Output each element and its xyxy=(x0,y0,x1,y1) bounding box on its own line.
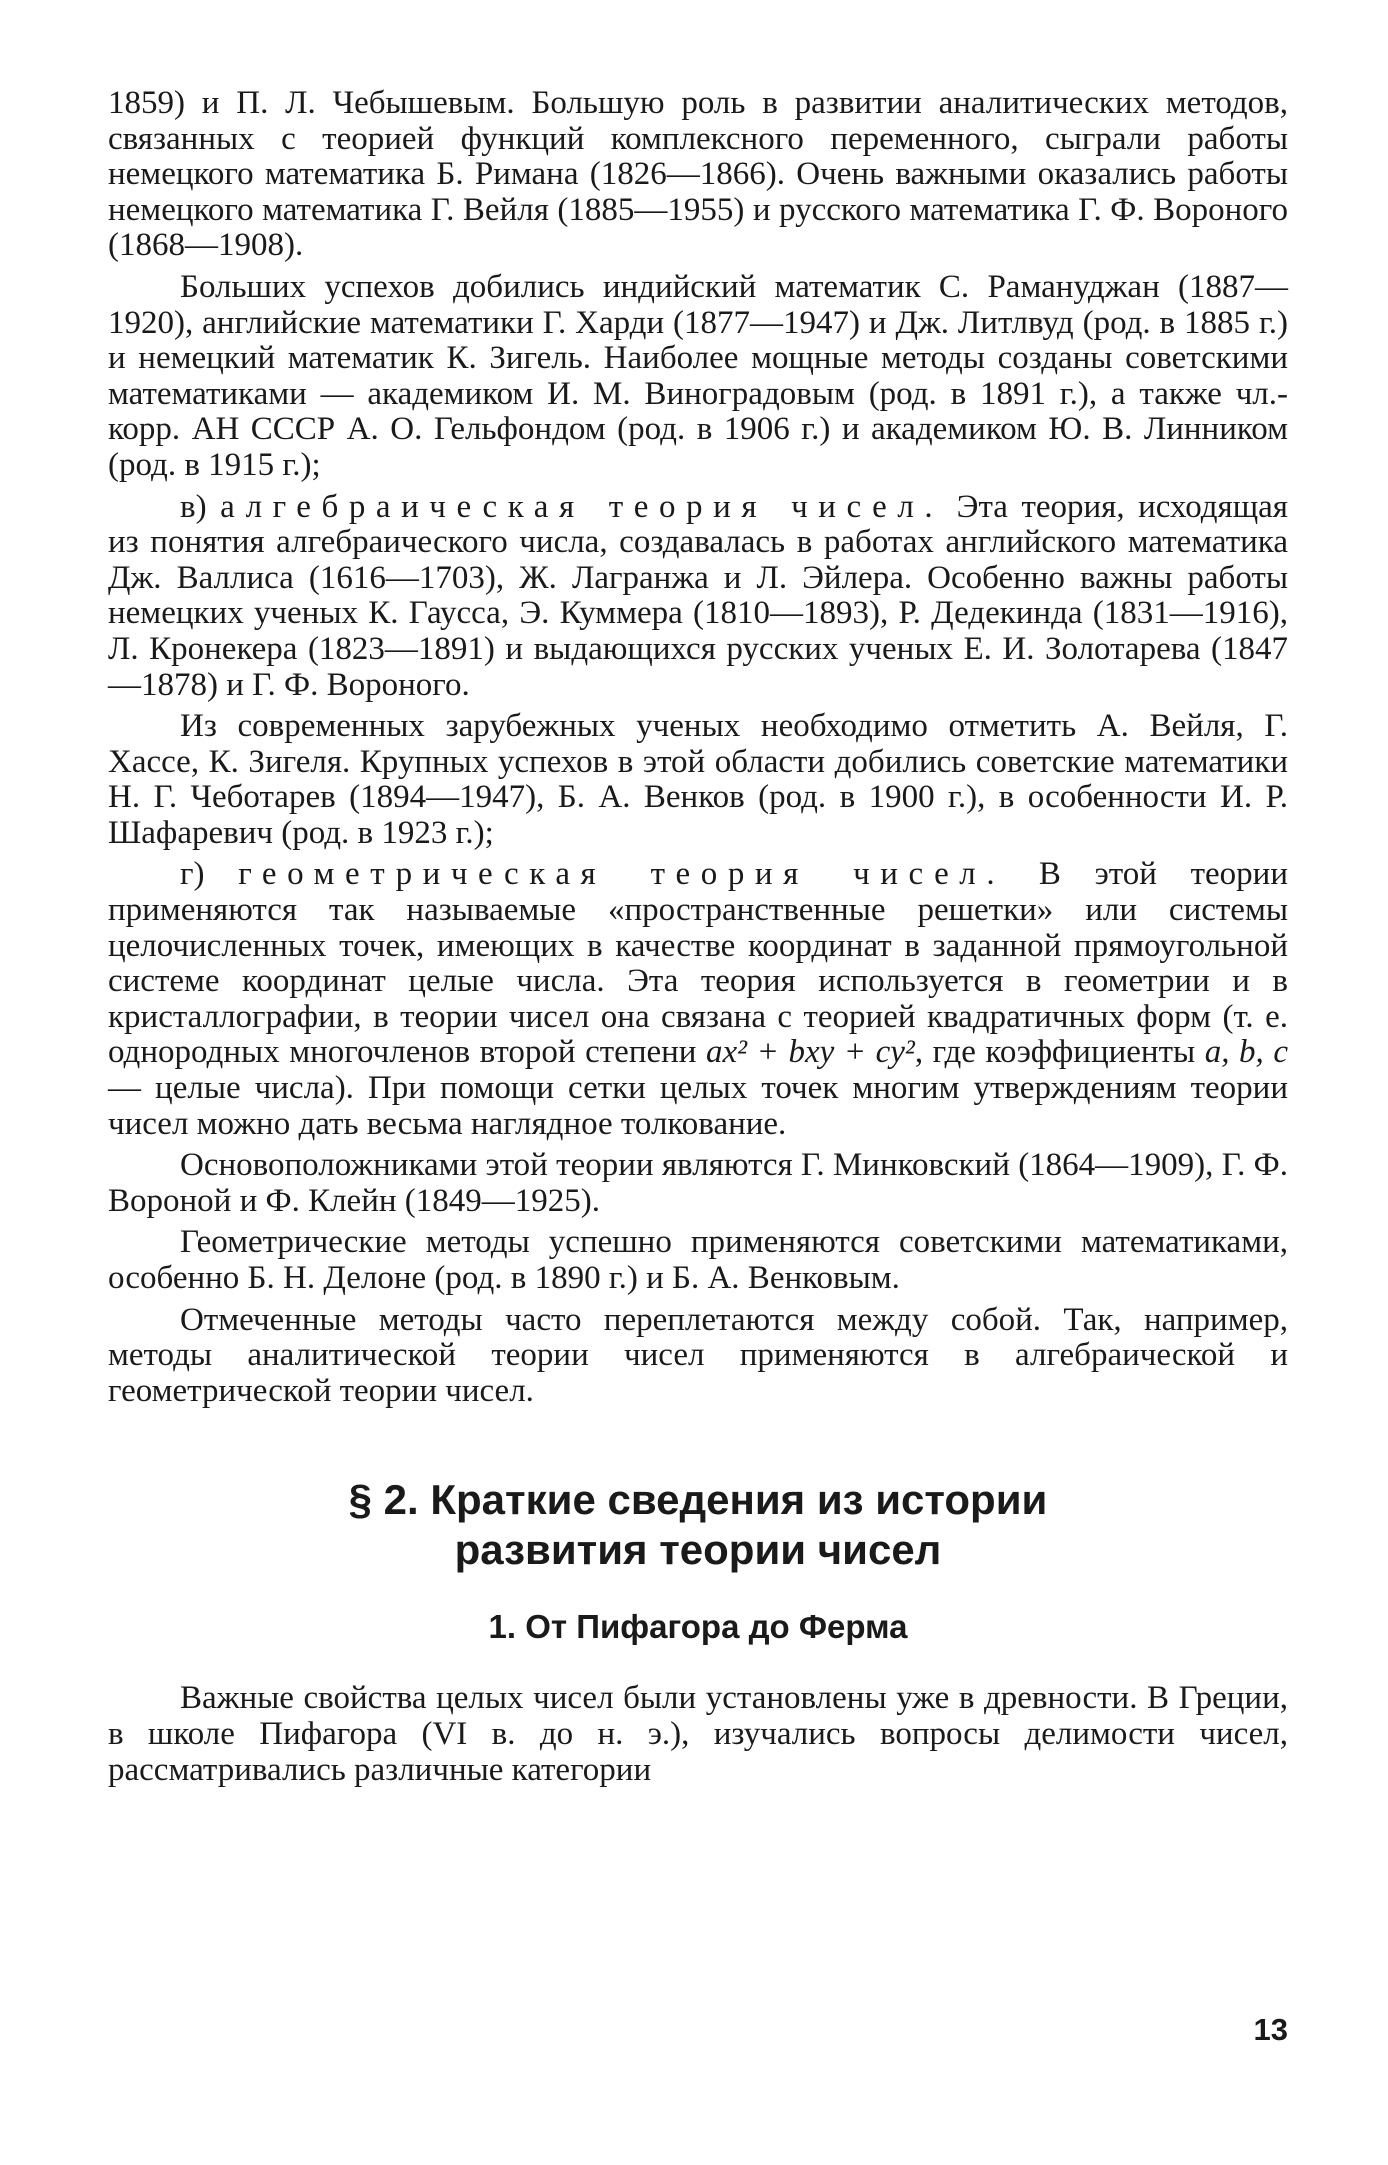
paragraph-geometric-text-3: — целые числа). При помощи сетки целых точек многим утверждениям теории чисел можно дать весьма наглядное толкование. xyxy=(108,1070,1288,1142)
paragraph-methods-intertwine: Отмеченные методы часто переплетаются между собой. Так, например, методы аналитической теории чисел применяются в алгебраической и геометрической теории чисел. xyxy=(108,1301,1288,1409)
paragraph-geometric-text: В этой теории применяются так называемые «пространственные решетки» или системы целочисленных точек, имеющих в качестве координат в заданной прямоугольной системе координат целые числа. Эта теория используется в геометрии и в кристаллографии, в теории чисел она связана с теорией квадратичных форм (т. е. однородных многочленов второй степени xyxy=(108,856,1288,1071)
paragraph-geometric-theory xyxy=(108,857,1288,1142)
paragraph-soviet-methods: Геометрические методы успешно применяются советскими математиками, особенно Б. Н. Делоне (род. в 1890 г.) и Б. А. Венковым. xyxy=(108,1224,1288,1296)
paragraph-algebraic-text: Эта теория, исходящая из понятия алгебраического числа, создавалась в работах английского математика Дж. Валлиса (1616—1703), Ж. Лагранжа и Л. Эйлера. Особенно важны работы немецких ученых К. Гаусса, Э. Куммера (1810—1893), Р. Дедекинда (1831—1916), Л. Кронекера (1823—1891) и выдающихся русских ученых Е. И. Золотарева (1847—1878) и Г. Ф. Вороного. xyxy=(108,488,1288,703)
paragraph-algebraic-theory xyxy=(108,490,1288,704)
term-algebraic-number-theory: алгебраическая теория чисел. xyxy=(220,488,944,525)
paragraph-ramanujan-hardy: Больших успехов добились индийский математик С. Рамануджан (1887—1920), английские математики Г. Харди (1877—1947) и Дж. Литлвуд (род. в 1885 г.) и немецкий математик К. Зигель. Наиболее мощные методы созданы советскими математиками — академиком И. М. Виноградовым (род. в 1891 г.), а также чл.-корр. АН СССР А. О. Гельфондом (род. в 1906 г.) и академиком Ю. В. Линником (род. в 1915 г.); xyxy=(108,268,1288,483)
section-heading xyxy=(108,1475,1288,1575)
paragraph-geometric-text-2: , где коэффициенты xyxy=(914,1034,1205,1071)
section-heading-line-1: § 2. Краткие сведения из истории xyxy=(348,1476,1048,1524)
paragraph-pythagoras: Важные свойства целых чисел были установлены уже в древности. В Греции, в школе Пифагора (VI в. до н. э.), изучались вопросы делимости чисел, рассматривались различные категории xyxy=(108,1680,1288,1788)
list-marker-g: г) xyxy=(180,856,239,893)
page-body xyxy=(108,86,1288,1788)
quadratic-form-formula: ax² + bxy + cy² xyxy=(706,1034,915,1071)
page-number: 13 xyxy=(1253,2012,1288,2047)
term-geometric-number-theory: геометрическая теория чисел. xyxy=(238,856,1006,893)
paragraph-analytic-continuation: 1859) и П. Л. Чебышевым. Большую роль в развитии аналитических методов, связанных с теорией функций комплексного переменного, сыграли работы немецкого математика Б. Римана (1826—1866). Очень важными оказались работы немецкого математика Г. Вейля (1885—1955) и русского математика Г. Ф. Вороного (1868—1908). xyxy=(108,85,1288,264)
coefficients-formula: a, b, c xyxy=(1204,1034,1289,1071)
section-heading-line-2: развития теории чисел xyxy=(454,1526,942,1574)
paragraph-founders: Основоположниками этой теории являются Г. Минковский (1864—1909), Г. Ф. Вороной и Ф. Клейн (1849—1925). xyxy=(108,1147,1288,1219)
subsection-heading: 1. От Пифагора до Ферма xyxy=(488,1608,908,1646)
list-marker-v: в) xyxy=(180,488,221,525)
paragraph-modern-scholars: Из современных зарубежных ученых необходимо отметить А. Вейля, Г. Хассе, К. Зигеля. Крупных успехов в этой области добились советские математики Н. Г. Чеботарев (1894—1947), Б. А. Венков (род. в 1900 г.), в особенности И. Р. Шафаревич (род. в 1923 г.); xyxy=(108,708,1288,851)
